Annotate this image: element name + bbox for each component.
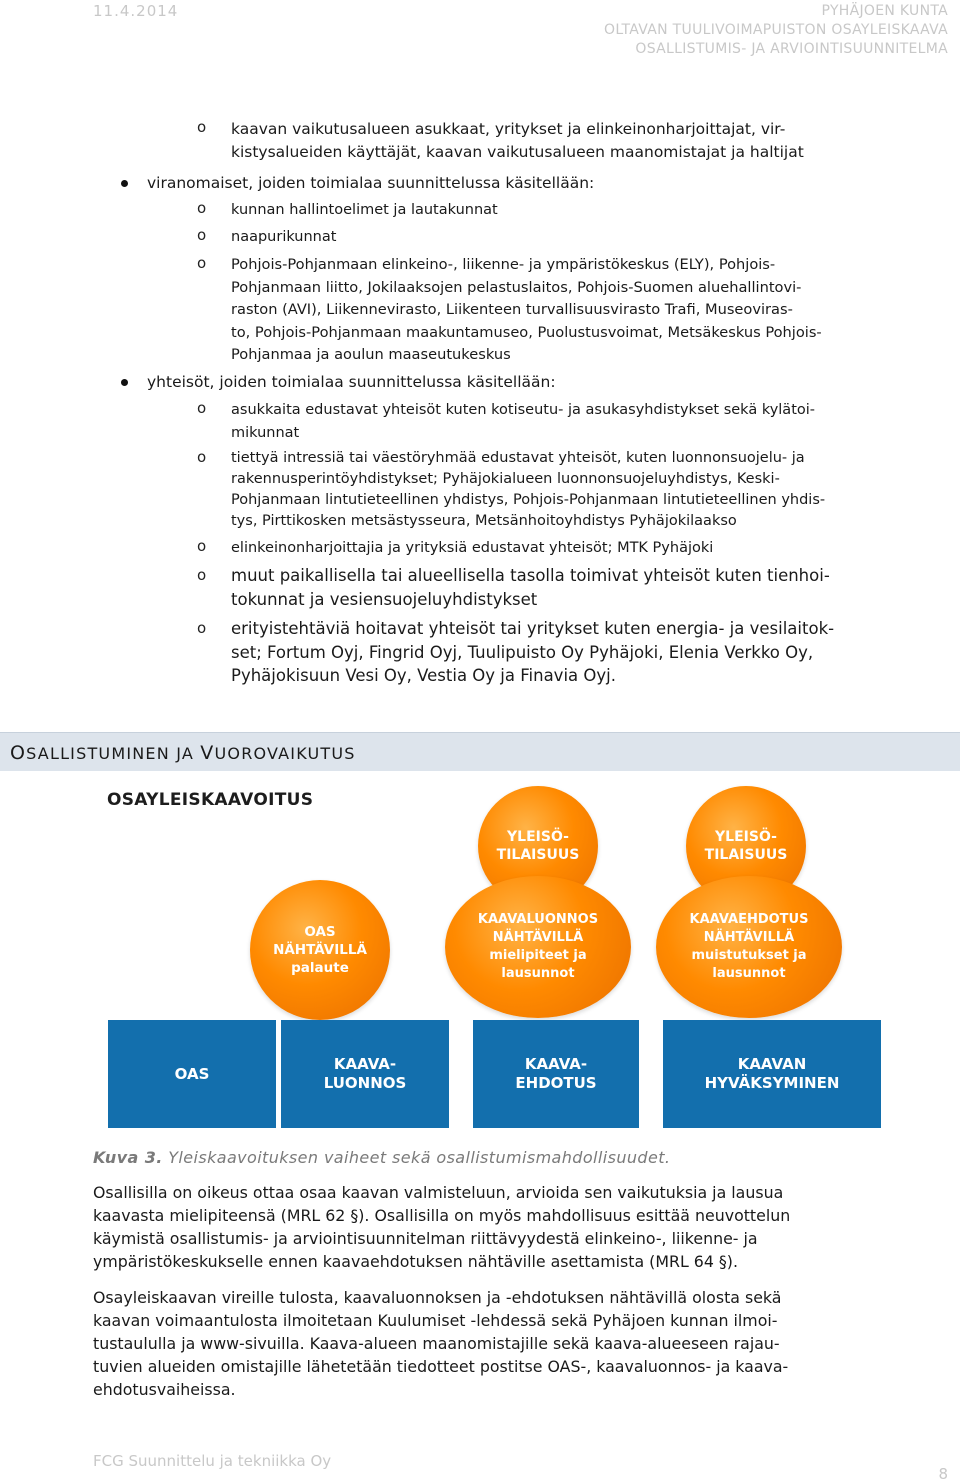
stage-box-oas: OAS	[108, 1020, 276, 1128]
list-item: kunnan hallintoelimet ja lautakunnat	[231, 202, 498, 218]
sub-bullet-marker: o	[197, 226, 207, 244]
header-org: PYHÄJOEN KUNTA	[821, 3, 948, 19]
list-item-communities: yhteisöt, joiden toimialaa suunnittelussa käsitellään:	[147, 373, 556, 391]
list-item: elinkeinonharjoittajia ja yrityksiä edustavat yhteisöt; MTK Pyhäjoki	[231, 540, 714, 556]
sub-bullet-marker: o	[197, 199, 207, 217]
proposal-available-circle: KAAVAEHDOTUS NÄHTÄVILLÄ muistutukset ja lausunnot	[656, 876, 842, 1018]
stage-box-approval: KAAVAN HYVÄKSYMINEN	[663, 1020, 881, 1128]
list-item: Pohjois-Pohjanmaan elinkeino-, liikenne- ja ympäristökeskus (ELY), Pohjois- Pohjanmaan liitto, Jokilaaksojen pelastuslaitos, Pohjois-Suomen aluehallintovi- raston (AVI), Liikennevirasto, Liikenteen turvallisuusvirasto Trafi, Museoviras- to, Pohjois-Pohjanmaan maakuntamuseo, Puolustusvoimat, Metsäkeskus Pohjois- Pohjanmaa ja aoulun maaseutukeskus	[231, 256, 822, 363]
list-item: kaavan vaikutusalueen asukkaat, yritykset ja elinkeinonharjoittajat, vir- kistysalueiden käyttäjät, kaavan vaikutusalueen maanomistajat ja haltijat	[231, 120, 804, 161]
header-line3: OSALLISTUMIS- JA ARVIOINTISUUNNITELMA	[635, 41, 948, 57]
sub-bullet-marker: o	[197, 566, 207, 584]
list-item-authorities: viranomaiset, joiden toimialaa suunnittelussa käsitellään:	[147, 174, 595, 192]
section-heading-bar	[0, 732, 960, 771]
page-number: 8	[938, 1465, 948, 1483]
sub-bullet-marker: o	[197, 254, 207, 272]
sub-bullet-marker: o	[197, 399, 207, 417]
paragraph-1: Osallisilla on oikeus ottaa osaa kaavan valmisteluun, arvioida sen vaikutuksia ja lausua kaavasta mielipiteensä (MRL 62 §). Osallisilla on myös mahdollisuus esittää neuvottelun käymistä osallistumis- ja arviointisuunnitelman riittävyydestä elinkeino-, liikenne- ja ympäristökeskukselle ennen kaavaehdotuksen nähtäville asettamista (MRL 64 §).	[93, 1183, 791, 1271]
paragraph-2: Osayleiskaavan vireille tulosta, kaavaluonnoksen ja -ehdotuksen nähtävillä olosta sekä kaavan voimaantulosta ilmoitetaan Kuulumiset -lehdessä sekä Pyhäjoen kunnan ilmoi- tustaululla ja www-sivuilla. Kaava-alueen maanomistajille sekä kaava-alueeseen rajau- tuvien alueiden omistajille lähetetään tiedotteet postitse OAS-, kaavaluonnos- ja kaava- ehdotusvaiheissa.	[93, 1288, 789, 1399]
public-event-circle-1: YLEISÖ- TILAISUUS	[478, 786, 598, 906]
sub-bullet-marker: o	[197, 537, 207, 555]
list-item: naapurikunnat	[231, 229, 337, 245]
sub-bullet-marker: o	[197, 619, 207, 637]
figure-title: OSAYLEISKAAVOITUS	[107, 790, 314, 810]
header-title-block	[604, 2, 948, 59]
list-item: tiettyä intressiä tai väestöryhmää edustavat yhteisöt, kuten luonnonsuojelu- ja rakennusperintöyhdistykset; Pyhäjokialueen luonnonsuojeluyhdistys, Keski- Pohjanmaan lintutieteellinen yhdistys, Pohjois-Pohjanmaan lintutieteellinen yhdis- tys, Pirttikosken metsästysseura, Metsänhoitoyhdistys Pyhäjokilaakso	[231, 450, 826, 529]
header-date: 11.4.2014	[93, 2, 179, 20]
list-item: asukkaita edustavat yhteisöt kuten kotiseutu- ja asukasyhdistykset sekä kylätoi- mikunnat	[231, 402, 816, 441]
bullet-icon	[121, 379, 128, 386]
public-event-circle-2: YLEISÖ- TILAISUUS	[686, 786, 806, 906]
figure-caption: Kuva 3. Yleiskaavoituksen vaiheet sekä osallistumismahdollisuudet.	[93, 1148, 671, 1167]
draft-available-circle: KAAVALUONNOS NÄHTÄVILLÄ mielipiteet ja lausunnot	[445, 876, 631, 1018]
sub-bullet-marker: o	[197, 118, 207, 136]
stage-box-proposal: KAAVA- EHDOTUS	[473, 1020, 639, 1128]
list-item: erityistehtäviä hoitavat yhteisöt tai yritykset kuten energia- ja vesilaitok- set; Fortum Oyj, Fingrid Oyj, Tuulipuisto Oy Pyhäjoki, Elenia Verkko Oy, Pyhäjokisuun Vesi Oy, Vestia Oy ja Finavia Oyj.	[231, 619, 835, 685]
footer-company: FCG Suunnittelu ja tekniikka Oy	[93, 1452, 332, 1470]
list-item: muut paikallisella tai alueellisella tasolla toimivat yhteisöt kuten tienhoi- tokunnat ja vesiensuojeluyhdistykset	[231, 566, 830, 609]
sub-bullet-marker: o	[197, 448, 207, 466]
stage-box-draft: KAAVA- LUONNOS	[281, 1020, 449, 1128]
header-line2: OLTAVAN TUULIVOIMAPUISTON OSAYLEISKAAVA	[604, 22, 948, 38]
oas-available-circle: OAS NÄHTÄVILLÄ palaute	[250, 880, 390, 1020]
bullet-icon	[121, 180, 128, 187]
planning-process-figure	[93, 780, 953, 1132]
section-title: OSALLISTUMINEN JA VUOROVAIKUTUS	[10, 742, 356, 764]
